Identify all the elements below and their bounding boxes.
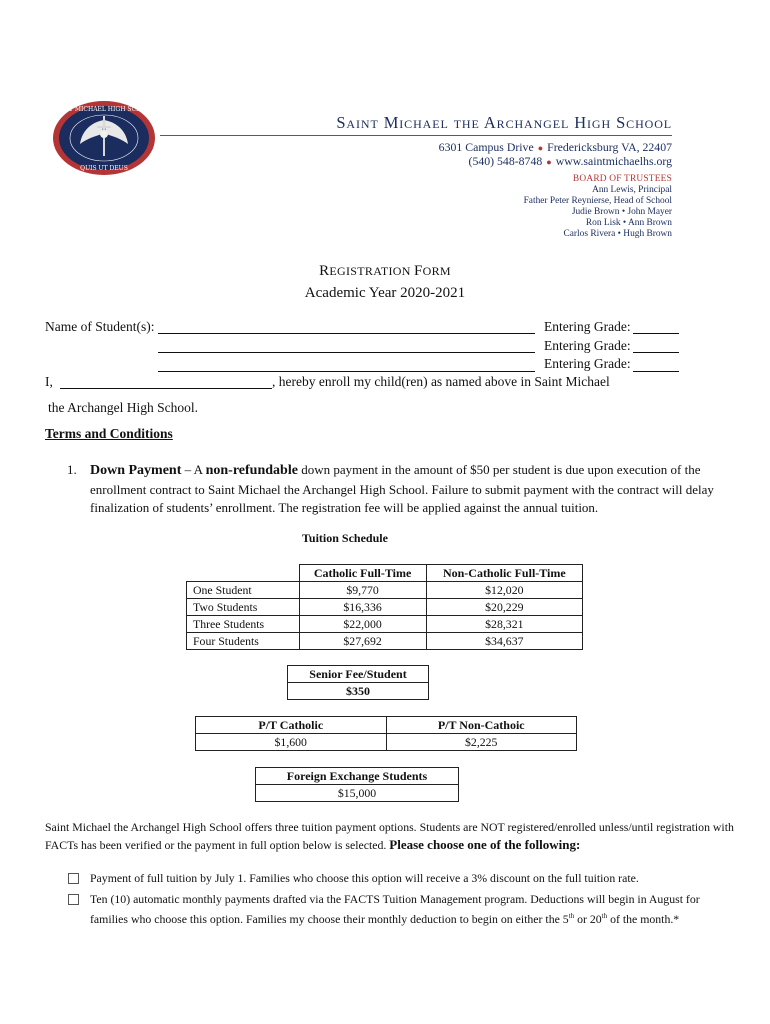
cell-noncatholic: $28,321 [426, 616, 582, 633]
item-number: 1. [67, 462, 77, 477]
option1-checkbox[interactable] [68, 873, 79, 884]
part-time-table [195, 716, 577, 751]
table-row [187, 599, 583, 616]
terms-heading: Terms and Conditions [45, 426, 173, 441]
col-header-noncatholic: Non-Catholic Full-Time [426, 565, 582, 582]
foreign-exchange-table [255, 767, 459, 802]
parent-name-field[interactable] [60, 387, 272, 389]
svg-text:QUIS UT DEUS: QUIS UT DEUS [80, 165, 128, 172]
cell-noncatholic: $20,229 [426, 599, 582, 616]
board-line: Ron Lisk • Ann Brown [585, 218, 672, 228]
payment-options-intro: Saint Michael the Archangel High School offers three tuition payment options. Students are NOT registered/enrolled unless/until registration with FACTs has been verified or the payment in full option below is selected. Please choose one of the following: [45, 820, 734, 852]
senior-fee-table [287, 665, 429, 700]
grade-field[interactable] [633, 351, 679, 353]
board-line: Ann Lewis, Principal [592, 185, 672, 195]
school-name: Saint Michael the Archangel High School [336, 113, 672, 132]
board-line: Judie Brown • John Mayer [571, 207, 672, 217]
grade-label: Entering Grade: [544, 338, 631, 353]
street-address: 6301 Campus Drive [438, 140, 534, 154]
form-title: REGISTRATION FORM [319, 263, 451, 279]
tuition-heading: Tuition Schedule [302, 531, 388, 545]
cell-catholic: $16,336 [299, 599, 426, 616]
website: www.saintmichaelhs.org [555, 154, 672, 168]
school-seal-logo [52, 100, 156, 176]
foreign-value: $15,000 [256, 785, 459, 802]
table-row [187, 616, 583, 633]
cell-catholic: $27,692 [299, 633, 426, 650]
grade-label: Entering Grade: [544, 319, 631, 334]
address-line-2 [469, 154, 672, 169]
bullet-icon: ● [546, 157, 552, 167]
row-label: Two Students [187, 599, 300, 616]
grade-field[interactable] [633, 370, 679, 372]
option2-text: Ten (10) automatic monthly payments drafted via the FACTS Tuition Management program. Deductions will begin in August for families who choose this option. Families my choose their monthly deduction to begin on either the 5th or 20th of the month.* [90, 892, 700, 926]
pt-noncatholic-value: $2,225 [386, 734, 577, 751]
phone-number: (540) 548-8748 [468, 154, 543, 168]
cell-catholic: $22,000 [299, 616, 426, 633]
cell-catholic: $9,770 [299, 582, 426, 599]
senior-fee-header: Senior Fee/Student [288, 666, 429, 683]
student-name-field[interactable] [158, 370, 535, 372]
row-label: Three Students [187, 616, 300, 633]
address-line-1 [439, 140, 672, 155]
grade-field[interactable] [633, 332, 679, 334]
pt-noncatholic-header: P/T Non-Cathoic [386, 717, 577, 734]
cell-noncatholic: $34,637 [426, 633, 582, 650]
bullet-icon: ● [537, 143, 544, 153]
option2-checkbox[interactable] [68, 894, 79, 905]
col-header-catholic: Catholic Full-Time [299, 565, 426, 582]
table-row [187, 582, 583, 599]
svg-text:SAINT MICHAEL HIGH SCHOOL: SAINT MICHAEL HIGH SCHOOL [52, 106, 156, 113]
academic-year: Academic Year 2020-2021 [304, 285, 466, 301]
board-line: Father Peter Reynierse, Head of School [523, 196, 672, 206]
enroll-text: , hereby enroll my child(ren) as named above in Saint Michael [272, 374, 610, 389]
option1-text: Payment of full tuition by July 1. Families who choose this option will receive a 3% discount on the full tuition rate. [90, 871, 639, 885]
cell-noncatholic: $12,020 [426, 582, 582, 599]
table-row [187, 633, 583, 650]
grade-label: Entering Grade: [544, 356, 631, 371]
foreign-header: Foreign Exchange Students [256, 768, 459, 785]
down-payment-paragraph: Down Payment – A non-refundable down payment in the amount of $50 per student is due upon execution of the enrollment contract to Saint Michael the Archangel High School. Failure to submit payment with the contract will delay finalization of students’ enrollment. The registration fee will be applied against the annual tuition. [90, 462, 714, 515]
city-state: Fredericksburg VA, 22407 [547, 140, 672, 154]
row-label: Four Students [187, 633, 300, 650]
name-label: Name of Student(s): [45, 319, 155, 334]
pt-catholic-header: P/T Catholic [196, 717, 387, 734]
header-divider [160, 135, 672, 136]
pt-catholic-value: $1,600 [196, 734, 387, 751]
row-label: One Student [187, 582, 300, 599]
board-title: BOARD OF TRUSTEES [572, 174, 672, 184]
tuition-table [186, 564, 583, 650]
student-name-field[interactable] [158, 351, 535, 353]
board-line: Carlos Rivera • Hugh Brown [563, 229, 672, 239]
senior-fee-value: $350 [288, 683, 429, 700]
student-name-field[interactable] [158, 332, 535, 334]
enroll-text-line2: the Archangel High School. [48, 400, 198, 415]
enroll-prefix: I, [45, 374, 53, 389]
